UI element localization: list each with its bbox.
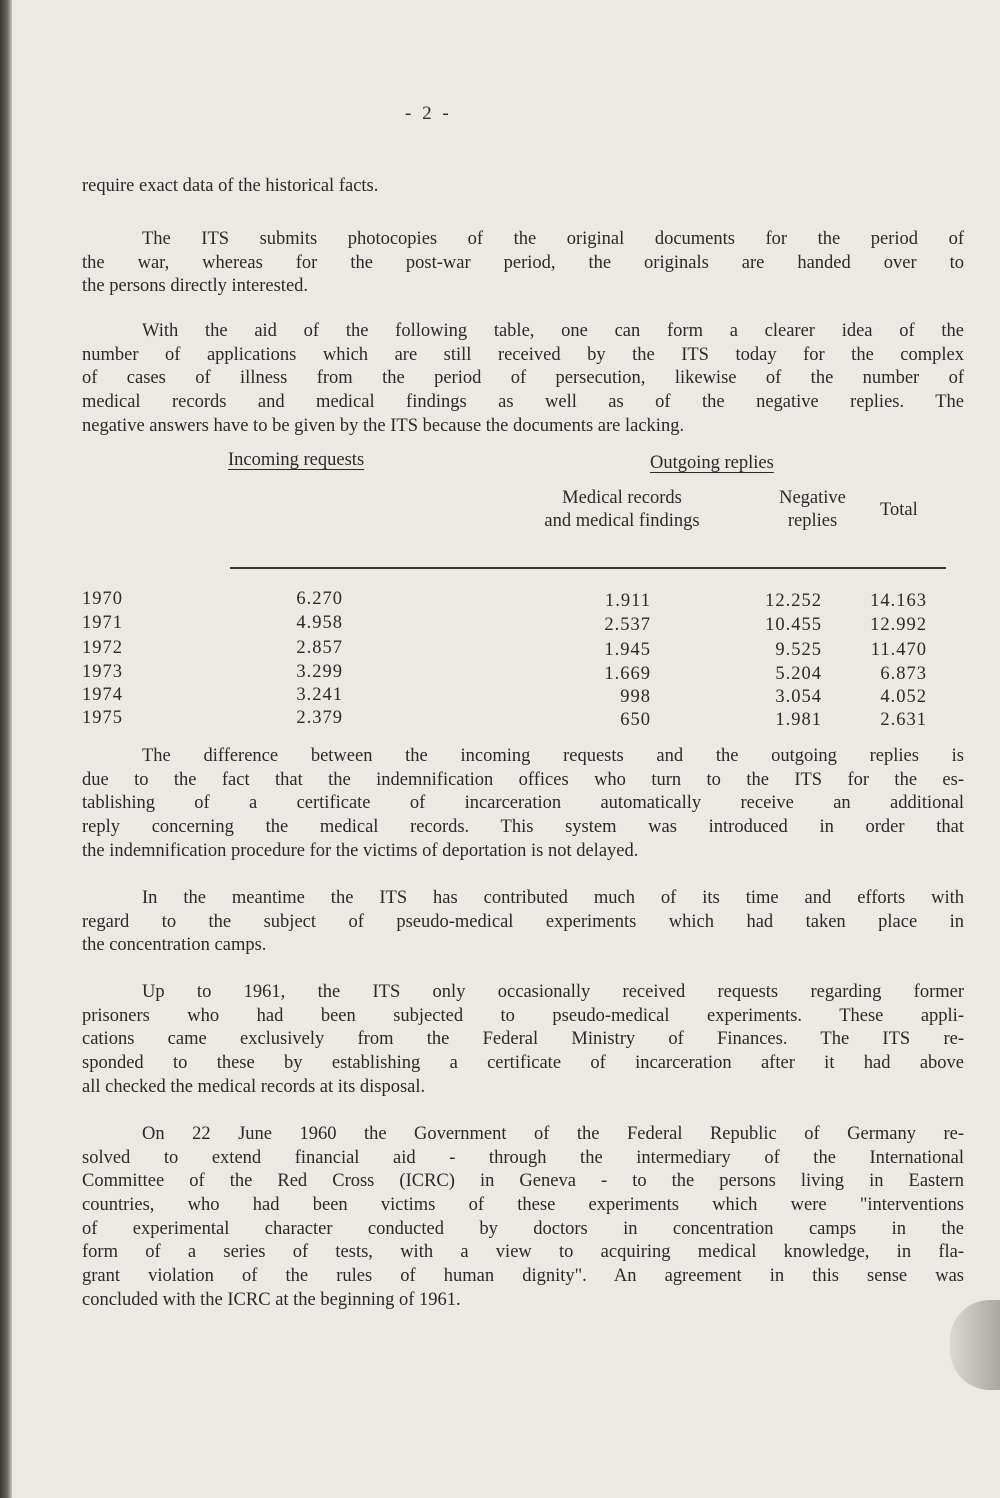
total-header: Total bbox=[880, 500, 918, 520]
cell-total: 11.470 bbox=[870, 640, 927, 660]
text-line: due to the fact that the indemnification offices who turn to the ITS for the es- bbox=[82, 769, 964, 790]
text-line: medical records and medical findings as well as of the negative replies. The bbox=[82, 392, 964, 413]
cell-medical: 2.537 bbox=[604, 615, 651, 635]
cell-total: 14.163 bbox=[870, 591, 927, 611]
text-line: On 22 June 1960 the Government of the Federal Republic of Germany re- bbox=[142, 1124, 964, 1144]
text-line: concluded with the ICRC at the beginning of 1961. bbox=[82, 1289, 461, 1310]
cell-negative: 3.054 bbox=[775, 687, 822, 707]
paper-clip bbox=[950, 1300, 1000, 1390]
paragraph bbox=[82, 745, 964, 863]
text-line: The ITS submits photocopies of the original documents for the period of bbox=[142, 229, 964, 249]
header-line: replies bbox=[787, 511, 838, 531]
text-line: the indemnification procedure for the victims of deportation is not delayed. bbox=[82, 840, 639, 861]
cell-negative: 1.981 bbox=[775, 710, 822, 730]
cell-incoming: 2.857 bbox=[296, 638, 343, 658]
text-line: tablishing of a certificate of incarceration automatically receive an additional bbox=[82, 793, 964, 814]
paragraph bbox=[82, 320, 964, 438]
cell-incoming: 3.241 bbox=[296, 685, 343, 705]
text-line: regard to the subject of pseudo-medical experiments which had taken place in bbox=[82, 911, 964, 932]
text-line: all checked the medical records at its disposal. bbox=[82, 1076, 426, 1097]
cell-medical: 1.911 bbox=[605, 591, 651, 611]
cell-incoming: 2.379 bbox=[296, 708, 343, 728]
cell-incoming: 4.958 bbox=[296, 613, 343, 633]
text-line: reply concerning the medical records. This system was introduced in order that bbox=[82, 817, 964, 838]
cell-medical: 1.945 bbox=[604, 640, 651, 660]
page-number: - 2 - bbox=[405, 103, 452, 124]
text-line: sponded to these by establishing a certificate of incarceration after it had above bbox=[82, 1053, 964, 1074]
cell-year: 1972 bbox=[82, 638, 123, 658]
text-line: With the aid of the following table, one can form a clearer idea of the bbox=[142, 321, 964, 341]
text-line: In the meantime the ITS has contributed much of its time and efforts with bbox=[142, 888, 964, 908]
cell-total: 4.052 bbox=[880, 687, 927, 707]
cell-incoming: 3.299 bbox=[296, 662, 343, 682]
text-line: require exact data of the historical facts. bbox=[82, 176, 379, 196]
incoming-requests-header: Incoming requests bbox=[228, 450, 365, 470]
cell-total: 6.873 bbox=[880, 664, 927, 684]
page-binding-edge bbox=[0, 0, 12, 1498]
text-line: of experimental character conducted by doctors in concentration camps in the bbox=[82, 1218, 964, 1239]
header-line: Negative bbox=[779, 488, 846, 508]
text-line: the persons directly interested. bbox=[82, 276, 309, 297]
cell-negative: 9.525 bbox=[775, 640, 822, 660]
paragraph bbox=[82, 175, 964, 199]
header-line: Medical records bbox=[562, 488, 682, 508]
text-line: Up to 1961, the ITS only occasionally received requests regarding former bbox=[142, 982, 964, 1002]
text-line: form of a series of tests, with a view to acquiring medical knowledge, in fla- bbox=[82, 1242, 964, 1263]
paragraph bbox=[82, 228, 964, 299]
outgoing-replies-header: Outgoing replies bbox=[650, 453, 774, 473]
table-rule bbox=[230, 567, 946, 569]
cell-total: 2.631 bbox=[880, 710, 927, 730]
text-line: grant violation of the rules of human dignity". An agreement in this sense was bbox=[82, 1266, 964, 1287]
text-line: prisoners who had been subjected to pseudo-medical experiments. These appli- bbox=[82, 1005, 964, 1026]
negative-replies-header bbox=[760, 487, 865, 533]
cell-medical: 650 bbox=[620, 710, 651, 730]
cell-medical: 1.669 bbox=[604, 664, 651, 684]
cell-medical: 998 bbox=[620, 687, 651, 707]
text-line: of cases of illness from the period of persecution, likewise of the number of bbox=[82, 368, 964, 389]
text-line: solved to extend financial aid - through the intermediary of the International bbox=[82, 1147, 964, 1168]
cell-incoming: 6.270 bbox=[296, 589, 343, 609]
cell-total: 12.992 bbox=[870, 615, 927, 635]
cell-year: 1971 bbox=[82, 613, 123, 633]
text-line: cations came exclusively from the Federal Ministry of Finances. The ITS re- bbox=[82, 1029, 964, 1050]
cell-year: 1973 bbox=[82, 662, 123, 682]
text-line: countries, who had been victims of these experiments which were "interventions bbox=[82, 1195, 964, 1216]
cell-negative: 12.252 bbox=[765, 591, 822, 611]
text-line: the war, whereas for the post-war period, the originals are handed over to bbox=[82, 252, 964, 273]
cell-negative: 10.455 bbox=[765, 615, 822, 635]
cell-year: 1970 bbox=[82, 589, 123, 609]
cell-year: 1974 bbox=[82, 685, 123, 705]
paragraph bbox=[82, 1123, 964, 1313]
cell-year: 1975 bbox=[82, 708, 123, 728]
paragraph bbox=[82, 981, 964, 1099]
paragraph bbox=[82, 887, 964, 958]
text-line: number of applications which are still received by the ITS today for the complex bbox=[82, 344, 964, 365]
cell-negative: 5.204 bbox=[775, 664, 822, 684]
text-line: The difference between the incoming requests and the outgoing replies is bbox=[142, 746, 964, 766]
text-line: negative answers have to be given by the ITS because the documents are lacking. bbox=[82, 415, 685, 436]
medical-records-header bbox=[512, 487, 732, 533]
header-line: and medical findings bbox=[544, 511, 700, 531]
text-line: the concentration camps. bbox=[82, 935, 267, 956]
text-line: Committee of the Red Cross (ICRC) in Geneva - to the persons living in Eastern bbox=[82, 1171, 964, 1192]
